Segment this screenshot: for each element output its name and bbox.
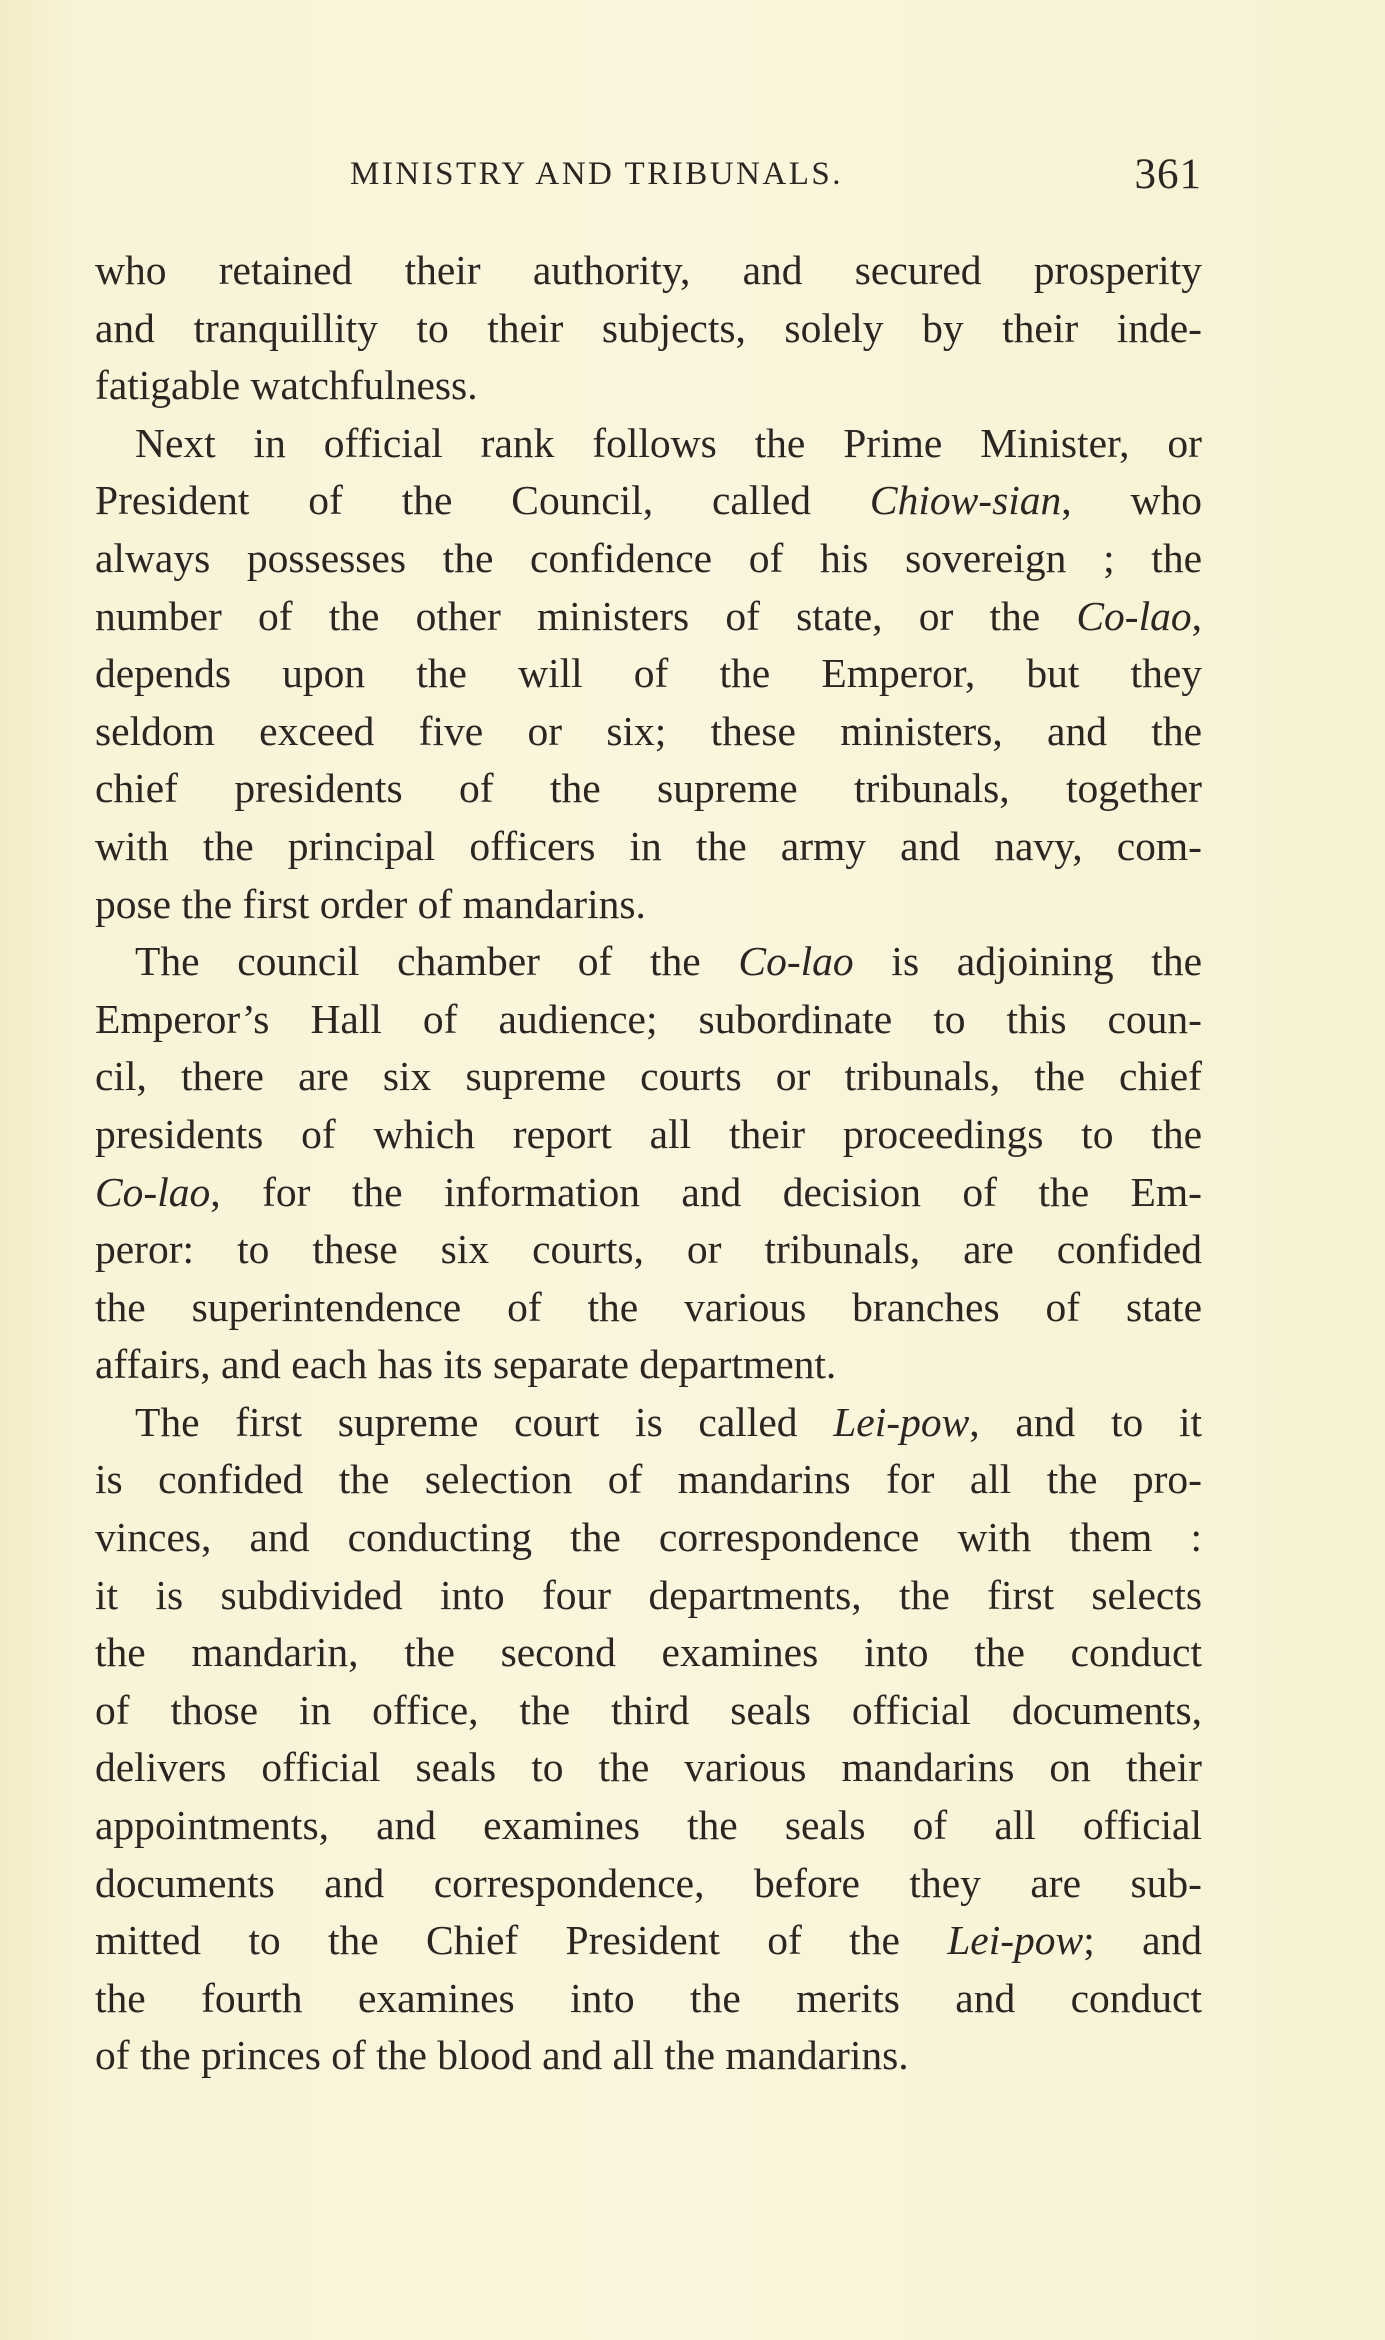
text-line: peror: to these six courts, or tribunals, are confided: [95, 1226, 1202, 1273]
text-line: presidents of which report all their proceedings to the: [95, 1110, 1202, 1157]
italic-term: Co-lao: [738, 938, 854, 985]
paragraph: [95, 415, 1202, 933]
paragraph: [95, 242, 1202, 415]
italic-term: Lei-pow: [947, 1917, 1084, 1964]
text-line: pose the first order of mandarins.: [95, 880, 646, 927]
page-number: 361: [1134, 151, 1202, 198]
text-line: Next in official rank follows the Prime Minister, or: [135, 419, 1202, 466]
text-line: and tranquillity to their subjects, solely by their inde-: [95, 304, 1202, 351]
text-line: the mandarin, the second examines into the conduct: [95, 1629, 1202, 1676]
text-line: affairs, and each has its separate department.: [95, 1341, 837, 1388]
text-line: Co-lao, for the information and decision of the Em-: [95, 1168, 1202, 1215]
italic-term: Co-lao: [95, 1168, 211, 1215]
body-text: [95, 242, 1202, 2085]
text-line: The first supreme court is called Lei-pow, and to it: [135, 1398, 1202, 1445]
italic-term: Lei-pow: [833, 1398, 970, 1445]
text-line: always possesses the confidence of his sovereign ; the: [95, 534, 1202, 581]
text-line: with the principal officers in the army and navy, com-: [95, 822, 1202, 869]
text-line: Emperor’s Hall of audience; subordinate to this coun-: [95, 995, 1202, 1042]
text-line: President of the Council, called Chiow-sian, who: [95, 477, 1202, 524]
text-line: delivers official seals to the various mandarins on their: [95, 1744, 1202, 1791]
text-line: seldom exceed five or six; these ministers, and the: [95, 707, 1202, 754]
text-line: number of the other ministers of state, or the Co-lao,: [95, 592, 1202, 639]
text-line: the fourth examines into the merits and conduct: [95, 1974, 1202, 2021]
text-line: of the princes of the blood and all the mandarins.: [95, 2032, 909, 2079]
paragraph: [95, 933, 1202, 1394]
text-line: depends upon the will of the Emperor, but they: [95, 650, 1202, 697]
text-line: mitted to the Chief President of the Lei-pow; and: [95, 1917, 1202, 1964]
text-line: chief presidents of the supreme tribunals, together: [95, 765, 1202, 812]
page-header: [95, 150, 1202, 200]
italic-term: Co-lao: [1076, 592, 1192, 639]
text-line: is confided the selection of mandarins for all the pro-: [95, 1456, 1202, 1503]
text-line: appointments, and examines the seals of all official: [95, 1802, 1202, 1849]
text-line: the superintendence of the various branches of state: [95, 1283, 1202, 1330]
text-line: The council chamber of the Co-lao is adjoining the: [135, 938, 1202, 985]
text-line: documents and correspondence, before they are sub-: [95, 1859, 1202, 1906]
text-line: of those in office, the third seals official documents,: [95, 1686, 1202, 1733]
paragraph: [95, 1394, 1202, 2085]
italic-term: Chiow-sian: [869, 477, 1062, 524]
text-line: fatigable watchfulness.: [95, 362, 478, 409]
text-line: cil, there are six supreme courts or tribunals, the chief: [95, 1053, 1202, 1100]
running-title: MINISTRY AND TRIBUNALS.: [350, 156, 843, 192]
text-line: it is subdivided into four departments, the first selects: [95, 1571, 1202, 1618]
text-line: vinces, and conducting the correspondence with them :: [95, 1514, 1202, 1561]
text-line: who retained their authority, and secured prosperity: [95, 247, 1202, 293]
